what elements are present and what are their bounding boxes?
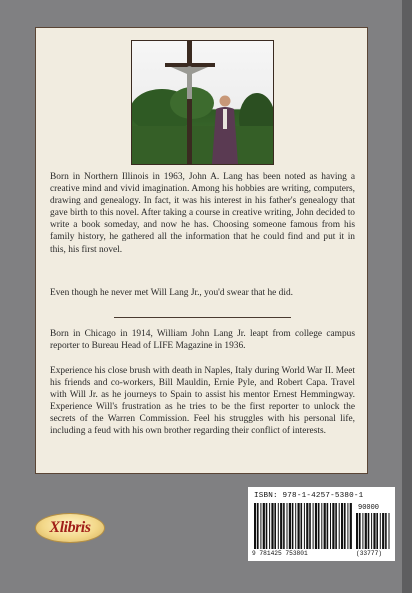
text-panel [35, 27, 368, 474]
synopsis-paragraph: Born in Chicago in 1914, William John Lang Jr. leapt from college campus reporter to Bureau Head of LIFE Magazine in 1936. [50, 329, 355, 352]
barcode-addon-digits: (33777) [356, 550, 382, 557]
barcode [248, 487, 395, 561]
spine-edge [402, 0, 412, 593]
barcode-addon-bars [356, 513, 390, 549]
divider-line [114, 317, 291, 318]
author-quote: Even though he never met Will Lang Jr., you'd swear that he did. [50, 288, 294, 298]
barcode-main-digits: 9 781425 753801 [252, 550, 308, 557]
synopsis-paragraph: Experience his close brush with death in Naples, Italy during World War II. Meet his friends and co-workers, Bill Mauldin, Ernie Pyle, and Robert Capa. Travel with Will Jr. as he journeys to Spain to assist his mentor Ernest Hemmingway. Experience Will's frustration as he tries to be the first reporter to unlock the secrets of the Warren Commission. Feel his struggles with his personal life, including a feud with his own brother regarding their conflict of interests. [50, 366, 355, 437]
author-photo-illustration [132, 41, 273, 164]
author-photo [131, 40, 274, 165]
publisher-logo: Xlibris [36, 514, 104, 542]
barcode-digits [252, 550, 394, 557]
isbn-label: ISBN: 978-1-4257-5380-1 [254, 492, 364, 500]
barcode-bars [254, 503, 352, 549]
author-bio: Born in Northern Illinois in 1963, John A. Lang has been noted as having a creative mind and vivid imagination. Among his hobbies are writing, computers, drawing and genealogy. In fact, it was his interest in his father's genealogy that gave birth to this novel. After taking a course in creative writing, John decided to write a book someday, and now he has. Choosing someone famous from his family history, he gathered all the information that he could find and put it in this, his first novel. [50, 172, 355, 255]
barcode-addon-number: 90000 [358, 504, 380, 512]
